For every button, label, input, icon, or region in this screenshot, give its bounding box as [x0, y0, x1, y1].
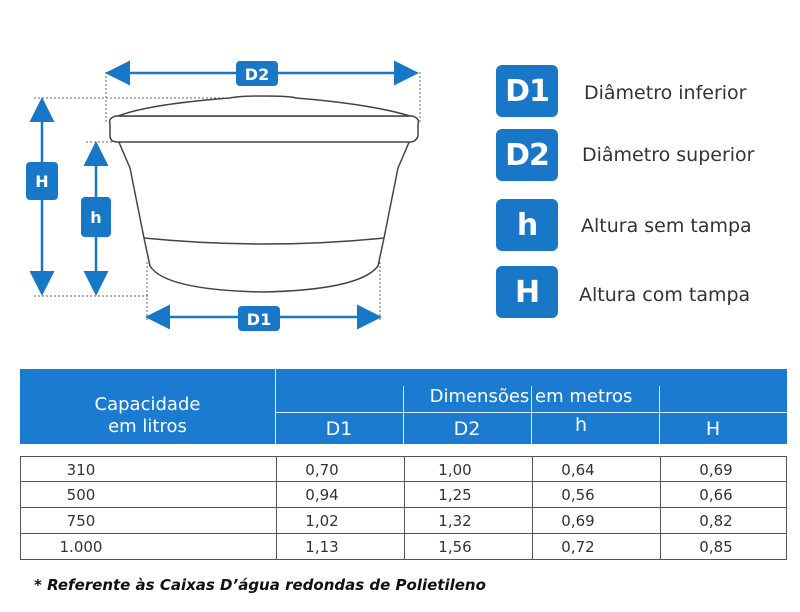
- cell-capacity: 500: [66, 486, 96, 504]
- cell-capacity: 1.000: [59, 538, 103, 556]
- tank-body: [110, 96, 419, 292]
- header-capacity-line2: em litros: [108, 416, 187, 437]
- small-h-label-box: [81, 197, 111, 237]
- cell-small-h: 0,69: [532, 508, 623, 534]
- cell-big-h: 0,85: [660, 534, 771, 560]
- tank-diagram: [0, 0, 470, 345]
- legend-badge-big-h: H: [496, 266, 558, 318]
- cell-d2: 1,32: [404, 508, 505, 534]
- cell-d1: 0,70: [276, 457, 367, 483]
- d2-label-box: [236, 61, 278, 86]
- cell-small-h: 0,56: [532, 482, 623, 508]
- big-h-label: H: [35, 172, 49, 191]
- cell-capacity: 310: [66, 461, 96, 479]
- cell-big-h: 0,69: [660, 457, 771, 483]
- legend-badge-d1: D1: [496, 65, 558, 117]
- d2-label: D2: [244, 65, 270, 84]
- cell-capacity: 750: [66, 512, 96, 530]
- d1-label: D1: [246, 310, 272, 329]
- column-header-big-h: H: [705, 418, 721, 440]
- header-dimensions: Dimensões em metros: [429, 386, 633, 407]
- header-capacity-line1: Capacidade: [94, 394, 201, 415]
- column-header-d1: D1: [325, 418, 353, 440]
- legend-text-small-h: Altura sem tampa: [581, 215, 752, 237]
- table-row: [20, 508, 787, 534]
- cell-d1: 0,94: [276, 482, 367, 508]
- small-h-label: h: [90, 208, 102, 227]
- big-h-label-box: [26, 162, 58, 200]
- cell-big-h: 0,82: [660, 508, 771, 534]
- cell-d2: 1,25: [404, 482, 505, 508]
- footnote: * Referente às Caixas D’água redondas de Polietileno: [34, 576, 486, 594]
- d1-label-box: [238, 306, 280, 331]
- column-header-small-h: h: [574, 414, 588, 436]
- table-row: [20, 534, 787, 560]
- cell-small-h: 0,72: [532, 534, 623, 560]
- table-row: [20, 456, 787, 482]
- legend-text-big-h: Altura com tampa: [579, 284, 751, 306]
- cell-d1: 1,02: [276, 508, 367, 534]
- legend-text-d1: Diâmetro inferior: [584, 82, 747, 104]
- legend-badge-d2: D2: [496, 129, 558, 181]
- table-row: [20, 482, 787, 508]
- cell-d2: 1,56: [404, 534, 505, 560]
- cell-big-h: 0,66: [660, 482, 771, 508]
- legend-badge-small-h: h: [496, 199, 558, 251]
- column-header-d2: D2: [453, 418, 481, 440]
- legend-text-d2: Diâmetro superior: [582, 144, 755, 166]
- cell-d1: 1,13: [276, 534, 367, 560]
- header-capacity: [20, 394, 275, 438]
- cell-d2: 1,00: [404, 457, 505, 483]
- cell-small-h: 0,64: [532, 457, 623, 483]
